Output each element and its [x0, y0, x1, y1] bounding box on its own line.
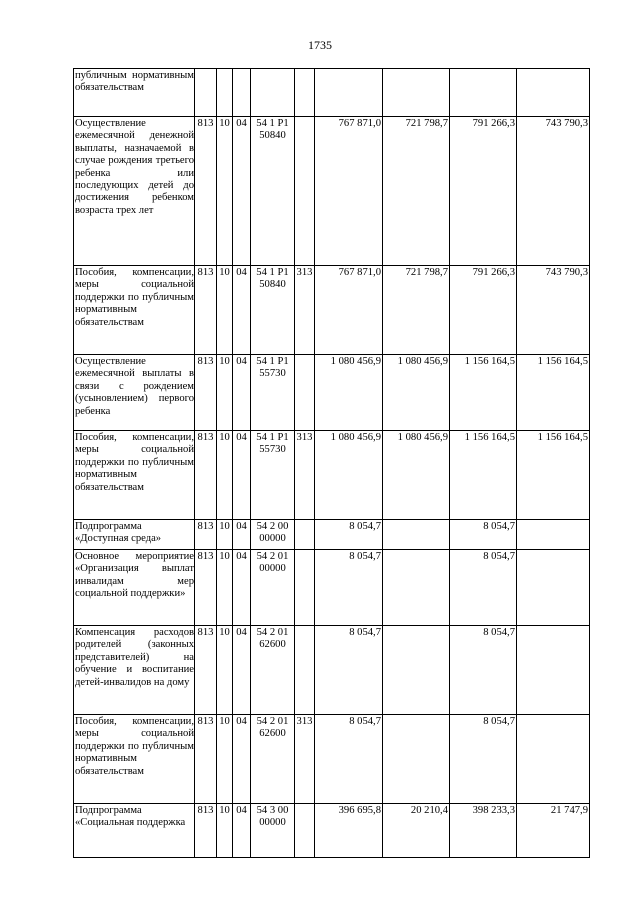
- amount-col-1: 767 871,0: [315, 117, 383, 266]
- row-name: Компенсация расходов родителей (законных представителей) на обучение и воспитание детей-инвалидов на дому: [74, 626, 195, 715]
- subsection-code: [233, 69, 251, 117]
- subsection-code: 04: [233, 431, 251, 520]
- target-item-code: 54 1 P1 50840: [251, 117, 295, 266]
- expense-type-code: [295, 804, 315, 858]
- amount-col-1: 8 054,7: [315, 715, 383, 804]
- amount-col-1: [315, 69, 383, 117]
- target-item-code: [251, 69, 295, 117]
- subsection-code: 04: [233, 520, 251, 550]
- target-item-code: 54 1 P1 55730: [251, 431, 295, 520]
- amount-col-2: [383, 626, 450, 715]
- amount-col-1: 8 054,7: [315, 520, 383, 550]
- amount-col-1: 1 080 456,9: [315, 431, 383, 520]
- page-number: 1735: [308, 38, 332, 52]
- ministry-code: 813: [195, 117, 217, 266]
- section-code: [217, 69, 233, 117]
- amount-col-4: [517, 715, 590, 804]
- amount-col-2: 1 080 456,9: [383, 431, 450, 520]
- target-item-code: 54 3 00 00000: [251, 804, 295, 858]
- amount-col-2: 1 080 456,9: [383, 355, 450, 431]
- amount-col-3: 398 233,3: [450, 804, 517, 858]
- budget-table: [73, 68, 590, 858]
- section-code: 10: [217, 715, 233, 804]
- section-code: 10: [217, 626, 233, 715]
- amount-col-3: 1 156 164,5: [450, 355, 517, 431]
- row-name: Осуществление ежемесячной денежной выплаты, назначаемой в случае рождения третьего ребенка или последующих детей до достижения ребенком возраста трех лет: [74, 117, 195, 266]
- table-row: [74, 715, 590, 804]
- row-name: Пособия, компенсации, меры социальной поддержки по публичным нормативным обязательствам: [74, 431, 195, 520]
- row-name: Осуществление ежемесячной выплаты в связи с рождением (усыновлением) первого ребенка: [74, 355, 195, 431]
- amount-col-2: [383, 520, 450, 550]
- amount-col-2: [383, 550, 450, 626]
- section-code: 10: [217, 520, 233, 550]
- section-code: 10: [217, 431, 233, 520]
- amount-col-2: 721 798,7: [383, 117, 450, 266]
- expense-type-code: [295, 117, 315, 266]
- section-code: 10: [217, 804, 233, 858]
- ministry-code: 813: [195, 550, 217, 626]
- table-row: [74, 355, 590, 431]
- subsection-code: 04: [233, 804, 251, 858]
- subsection-code: 04: [233, 715, 251, 804]
- table-row: [74, 626, 590, 715]
- row-name: Пособия, компенсации, меры социальной поддержки по публичным нормативным обязательствам: [74, 715, 195, 804]
- amount-col-4: 743 790,3: [517, 266, 590, 355]
- amount-col-4: 1 156 164,5: [517, 355, 590, 431]
- target-item-code: 54 2 00 00000: [251, 520, 295, 550]
- row-name: Пособия, компенсации, меры социальной поддержки по публичным нормативным обязательствам: [74, 266, 195, 355]
- subsection-code: 04: [233, 626, 251, 715]
- amount-col-3: 8 054,7: [450, 626, 517, 715]
- amount-col-4: [517, 520, 590, 550]
- amount-col-1: 1 080 456,9: [315, 355, 383, 431]
- ministry-code: 813: [195, 715, 217, 804]
- expense-type-code: 313: [295, 715, 315, 804]
- table-row: [74, 69, 590, 117]
- amount-col-2: [383, 69, 450, 117]
- ministry-code: 813: [195, 626, 217, 715]
- ministry-code: 813: [195, 804, 217, 858]
- target-item-code: 54 2 01 62600: [251, 626, 295, 715]
- amount-col-1: 767 871,0: [315, 266, 383, 355]
- amount-col-1: 8 054,7: [315, 550, 383, 626]
- table-row: [74, 550, 590, 626]
- row-name: публичным нормативным обязательствам: [74, 69, 195, 117]
- table-row: [74, 117, 590, 266]
- subsection-code: 04: [233, 117, 251, 266]
- expense-type-code: [295, 550, 315, 626]
- amount-col-3: 791 266,3: [450, 266, 517, 355]
- expense-type-code: [295, 520, 315, 550]
- amount-col-1: 8 054,7: [315, 626, 383, 715]
- amount-col-3: [450, 69, 517, 117]
- target-item-code: 54 1 P1 55730: [251, 355, 295, 431]
- amount-col-2: 721 798,7: [383, 266, 450, 355]
- amount-col-3: 1 156 164,5: [450, 431, 517, 520]
- expense-type-code: 313: [295, 431, 315, 520]
- subsection-code: 04: [233, 355, 251, 431]
- section-code: 10: [217, 355, 233, 431]
- ministry-code: 813: [195, 266, 217, 355]
- target-item-code: 54 1 P1 50840: [251, 266, 295, 355]
- table-row: [74, 266, 590, 355]
- expense-type-code: 313: [295, 266, 315, 355]
- subsection-code: 04: [233, 266, 251, 355]
- amount-col-4: [517, 550, 590, 626]
- amount-col-4: 743 790,3: [517, 117, 590, 266]
- ministry-code: 813: [195, 431, 217, 520]
- row-name: Подпрограмма «Доступная среда»: [74, 520, 195, 550]
- row-name: Основное мероприятие «Организация выплат инвалидам мер социальной поддержки»: [74, 550, 195, 626]
- amount-col-3: 791 266,3: [450, 117, 517, 266]
- target-item-code: 54 2 01 00000: [251, 550, 295, 626]
- expense-type-code: [295, 355, 315, 431]
- amount-col-4: 1 156 164,5: [517, 431, 590, 520]
- expense-type-code: [295, 626, 315, 715]
- table-row: [74, 804, 590, 858]
- amount-col-3: 8 054,7: [450, 550, 517, 626]
- amount-col-2: [383, 715, 450, 804]
- amount-col-1: 396 695,8: [315, 804, 383, 858]
- expense-type-code: [295, 69, 315, 117]
- ministry-code: 813: [195, 355, 217, 431]
- section-code: 10: [217, 550, 233, 626]
- amount-col-3: 8 054,7: [450, 520, 517, 550]
- section-code: 10: [217, 117, 233, 266]
- amount-col-3: 8 054,7: [450, 715, 517, 804]
- ministry-code: [195, 69, 217, 117]
- table-row: [74, 520, 590, 550]
- target-item-code: 54 2 01 62600: [251, 715, 295, 804]
- table-body: [74, 69, 590, 858]
- amount-col-4: [517, 69, 590, 117]
- subsection-code: 04: [233, 550, 251, 626]
- section-code: 10: [217, 266, 233, 355]
- row-name: Подпрограмма «Социальная поддержка: [74, 804, 195, 858]
- table-row: [74, 431, 590, 520]
- amount-col-4: [517, 626, 590, 715]
- ministry-code: 813: [195, 520, 217, 550]
- amount-col-2: 20 210,4: [383, 804, 450, 858]
- amount-col-4: 21 747,9: [517, 804, 590, 858]
